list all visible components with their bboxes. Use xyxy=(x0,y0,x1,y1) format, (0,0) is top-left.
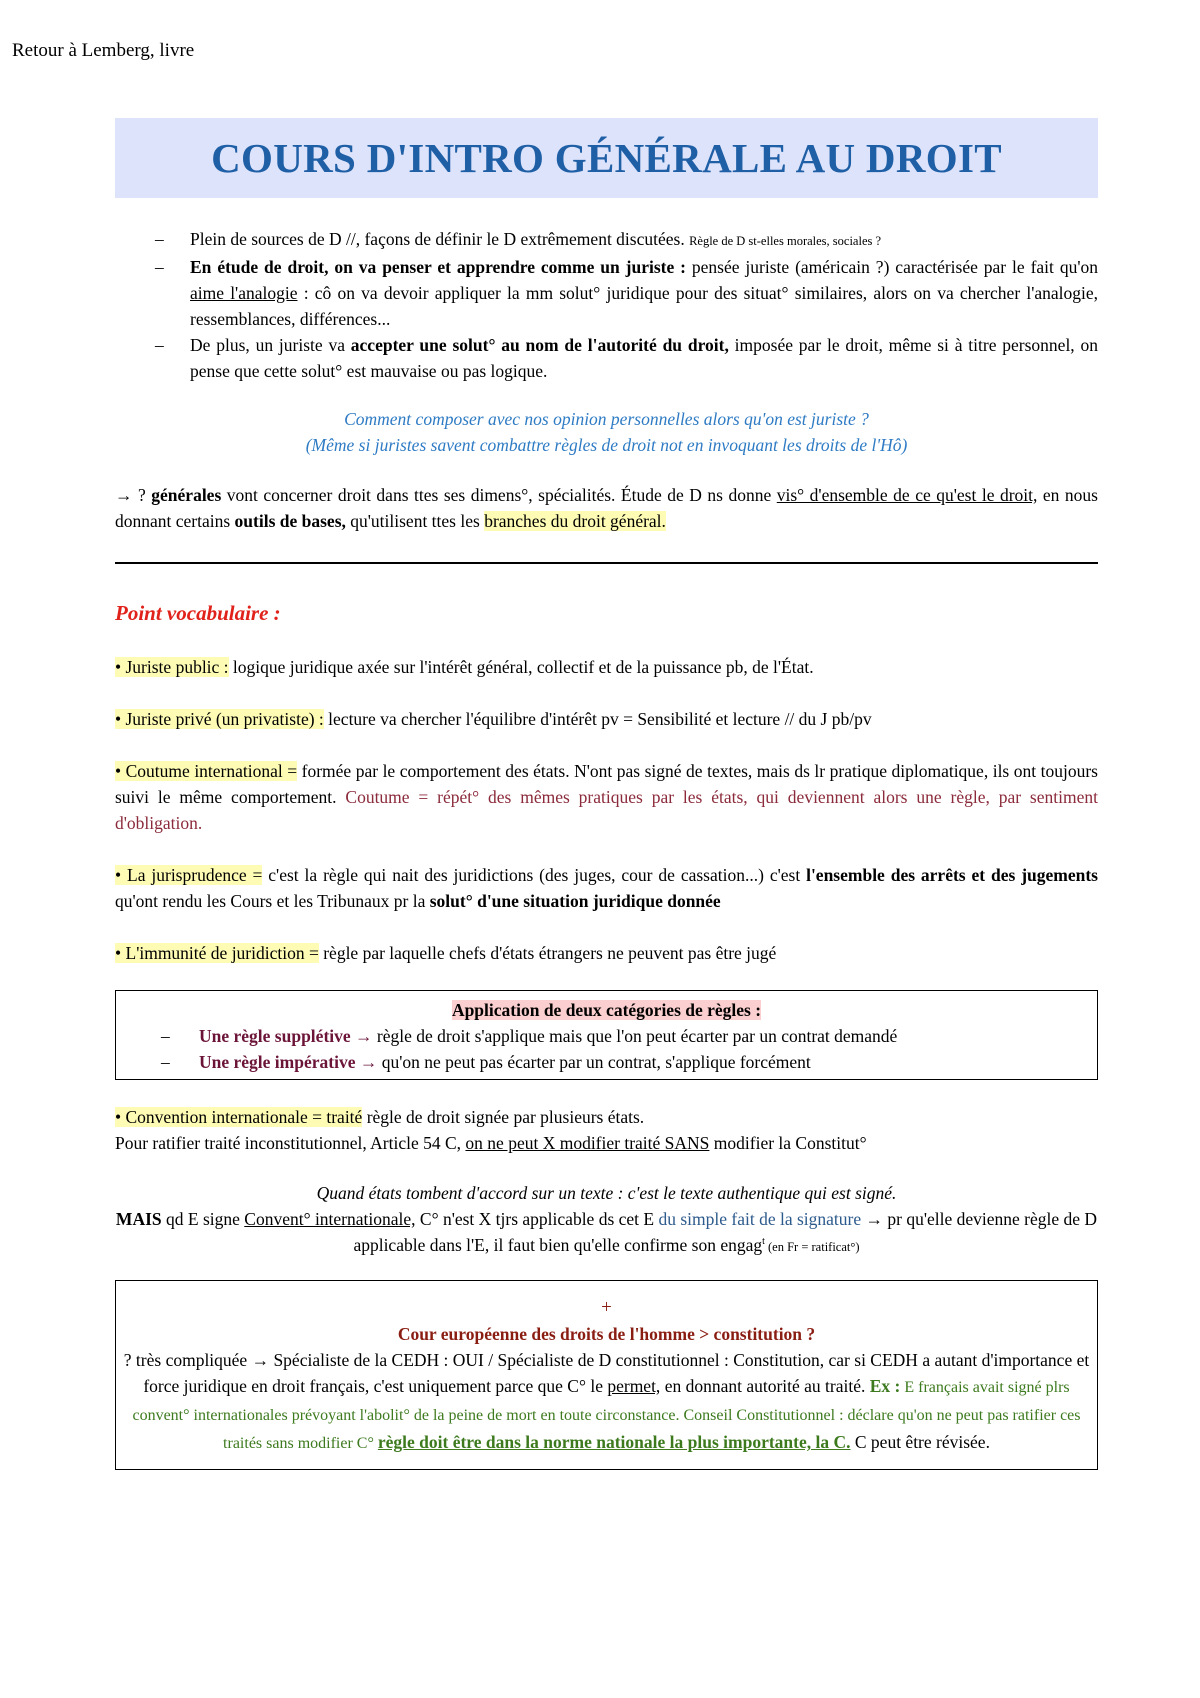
r1-term: Une règle supplétive → xyxy=(199,1026,373,1046)
rules-title: Application de deux catégories de règles : xyxy=(451,1000,762,1020)
conv-text: règle de droit signée par plusieurs états. xyxy=(362,1107,645,1127)
jur-text2: qu'ont rendu les Cours et les Tribunaux pr la xyxy=(115,891,430,911)
convention-line-1 xyxy=(115,1104,1098,1130)
jur-term: • La jurisprudence = xyxy=(115,865,263,885)
mais-small: (en Fr = ratificat°) xyxy=(764,1240,860,1254)
document-content xyxy=(115,118,1098,1470)
cedh-text-u: permet, xyxy=(607,1376,661,1396)
ci-term: • Coutume international = xyxy=(115,761,298,781)
mais-paragraph xyxy=(115,1206,1098,1260)
jpr-text: lecture va chercher l'équilibre d'intérêt pv = Sensibilité et lecture // du J pb/pv xyxy=(323,709,872,729)
page-title: COURS D'INTRO GÉNÉRALE AU DROIT xyxy=(211,134,1002,181)
r2-term: Une règle impérative → xyxy=(199,1052,378,1072)
vocab-heading: Point vocabulaire : xyxy=(115,601,281,625)
gen-text1: vont concerner droit dans ttes ses dimens°, spécialités. Étude de D ns donne xyxy=(221,485,777,505)
ex-bold: règle doit être dans la norme nationale la plus importante, la C. xyxy=(377,1432,851,1452)
title-banner xyxy=(115,118,1098,198)
vocab-jurisprudence xyxy=(115,862,1098,914)
mais-underline: Convent° internationale, xyxy=(244,1209,416,1229)
cedh-title: Cour européenne des droits de l'homme > constitution ? xyxy=(397,1324,816,1344)
b2-text1: pensée juriste (américain ?) caractérisée par le fait qu'on xyxy=(685,257,1098,277)
dash-marker: – xyxy=(161,1026,170,1046)
b1-small: Règle de D st-elles morales, sociales ? xyxy=(689,234,882,248)
jur-bold2: solut° d'une situation juridique donnée xyxy=(429,891,721,911)
b3-text2: imposée par le droit, même si à titre personnel, on pense que cette solut° est mauvaise ou pas logique. xyxy=(190,335,1099,381)
cedh-text1: ? très compliquée → Spécialiste de la CEDH : OUI / Spécialiste de D constitutionnel : Constitution, car si CEDH a autant d'importance et force juridique en droit français, c'est uniquement parce que C° le xyxy=(123,1350,1090,1396)
question-block xyxy=(115,406,1098,458)
mais-sup: t xyxy=(762,1236,765,1248)
mais-text3: → pr qu'elle devienne règle de D applicable dans l'E, il faut bien qu'elle confirme son engag xyxy=(353,1209,1098,1255)
generales-paragraph xyxy=(115,482,1098,534)
gen-text3: qu'utilisent ttes les xyxy=(345,511,485,531)
ex-label: Ex : xyxy=(869,1376,901,1396)
r1-text: règle de droit s'applique mais que l'on peut écarter par un contrat demandé xyxy=(372,1026,898,1046)
conv-line2a: Pour ratifier traité inconstitutionnel, Article 54 C, xyxy=(115,1133,466,1153)
mais-bold: MAIS xyxy=(115,1209,162,1229)
r2-text: qu'on ne peut pas écarter par un contrat, s'applique forcément xyxy=(377,1052,811,1072)
dash-marker: – xyxy=(155,257,164,277)
conv-term: • Convention internationale = traité xyxy=(115,1107,363,1127)
cedh-end: C peut être révisée. xyxy=(850,1432,990,1452)
convention-line-2 xyxy=(115,1130,1098,1156)
question-line-2: (Même si juristes savent combattre règles de droit not en invoquant les droits de l'Hô) xyxy=(305,435,908,455)
dash-marker: – xyxy=(155,335,164,355)
imm-term: • L'immunité de juridiction = xyxy=(115,943,319,963)
mais-block xyxy=(115,1180,1098,1260)
cedh-box xyxy=(115,1280,1098,1470)
conv-line2u: on ne peut X modifier traité SANS xyxy=(465,1133,710,1153)
rules-box xyxy=(115,990,1098,1080)
section-divider xyxy=(115,562,1098,564)
dash-marker: – xyxy=(161,1052,170,1072)
dash-marker: – xyxy=(155,229,164,249)
gen-highlight: branches du droit général. xyxy=(484,511,666,531)
rule-imperative xyxy=(116,1049,1097,1075)
vocab-coutume xyxy=(115,758,1098,836)
ci-text: formée par le comportement des états. N'ont pas signé de textes, mais ds lr pratique diplomatique, ils ont toujours suivi le même comportement. xyxy=(115,761,1098,807)
intro-list xyxy=(115,226,1098,384)
b1-text: Plein de sources de D //, façons de définir le D extrêmement discutées. xyxy=(190,229,685,249)
intro-bullet-2 xyxy=(115,254,1098,332)
question-line-1: Comment composer avec nos opinion personnelles alors qu'on est juriste ? xyxy=(344,409,869,429)
jur-text1: c'est la règle qui nait des juridictions (des juges, cour de cassation...) c'est xyxy=(262,865,807,885)
jpr-term: • Juriste privé (un privatiste) : xyxy=(115,709,324,729)
conv-line2b: modifier la Constitut° xyxy=(709,1133,867,1153)
gen-text2: en nous donnant certains xyxy=(115,485,1098,531)
mais-blue: du simple fait de la signature xyxy=(658,1209,862,1229)
mais-text1: qd E signe xyxy=(161,1209,245,1229)
b3-bold: accepter une solut° au nom de l'autorité du droit, xyxy=(350,335,729,355)
vocab-immunite xyxy=(115,940,1098,966)
gen-bold: générales xyxy=(151,485,222,505)
ex-text: E français avait signé plrs convent° internationales prévoyant l'abolit° de la peine de mort en toute circonstance. Conseil Constitutionnel : déclare qu'on ne peut pas ratifier ces traités sans modifier C° xyxy=(132,1379,1081,1452)
plus-sign: + xyxy=(601,1297,612,1318)
rule-suppletive xyxy=(116,1023,1097,1049)
cedh-paragraph xyxy=(122,1347,1091,1457)
rules-title-wrap xyxy=(116,997,1097,1023)
b2-underline: aime l'analogie xyxy=(190,283,298,303)
imm-text: règle par laquelle chefs d'états étrangers ne peuvent pas être jugé xyxy=(318,943,777,963)
ci-red: Coutume = répét° des mêmes pratiques par les états, qui deviennent alors une règle, par sentiment d'obligation. xyxy=(115,787,1098,833)
convention-block xyxy=(115,1104,1098,1156)
gen-bold2: outils de bases, xyxy=(234,511,346,531)
gen-underline: vis° d'ensemble de ce qu'est le droit, xyxy=(776,485,1038,505)
back-link[interactable]: Retour à Lemberg, livre xyxy=(12,40,195,61)
b2-bold: En étude de droit, on va penser et apprendre comme un juriste : xyxy=(190,257,686,277)
vocab-juriste-public xyxy=(115,654,1098,680)
b2-text2: : cô on va devoir appliquer la mm solut° juridique pour des situat° similaires, alors on va chercher l'analogie, ressemblances, différences... xyxy=(190,283,1098,329)
b3-text1: De plus, un juriste va xyxy=(190,335,351,355)
cedh-text2: en donnant autorité au traité. xyxy=(660,1376,870,1396)
vocab-juriste-prive xyxy=(115,706,1098,732)
intro-bullet-3 xyxy=(115,332,1098,384)
gen-arrow: → ? xyxy=(115,485,152,505)
intro-bullet-1 xyxy=(115,226,1098,254)
jur-bold1: l'ensemble des arrêts et des jugements xyxy=(806,865,1098,885)
mais-italic: Quand états tombent d'accord sur un texte : c'est le texte authentique qui est signé. xyxy=(316,1183,897,1203)
rules-list xyxy=(116,1023,1097,1075)
jp-term: • Juriste public : xyxy=(115,657,229,677)
jp-text: logique juridique axée sur l'intérêt général, collectif et de la puissance pb, de l'État. xyxy=(228,657,814,677)
mais-text2: C° n'est X tjrs applicable ds cet E xyxy=(415,1209,659,1229)
